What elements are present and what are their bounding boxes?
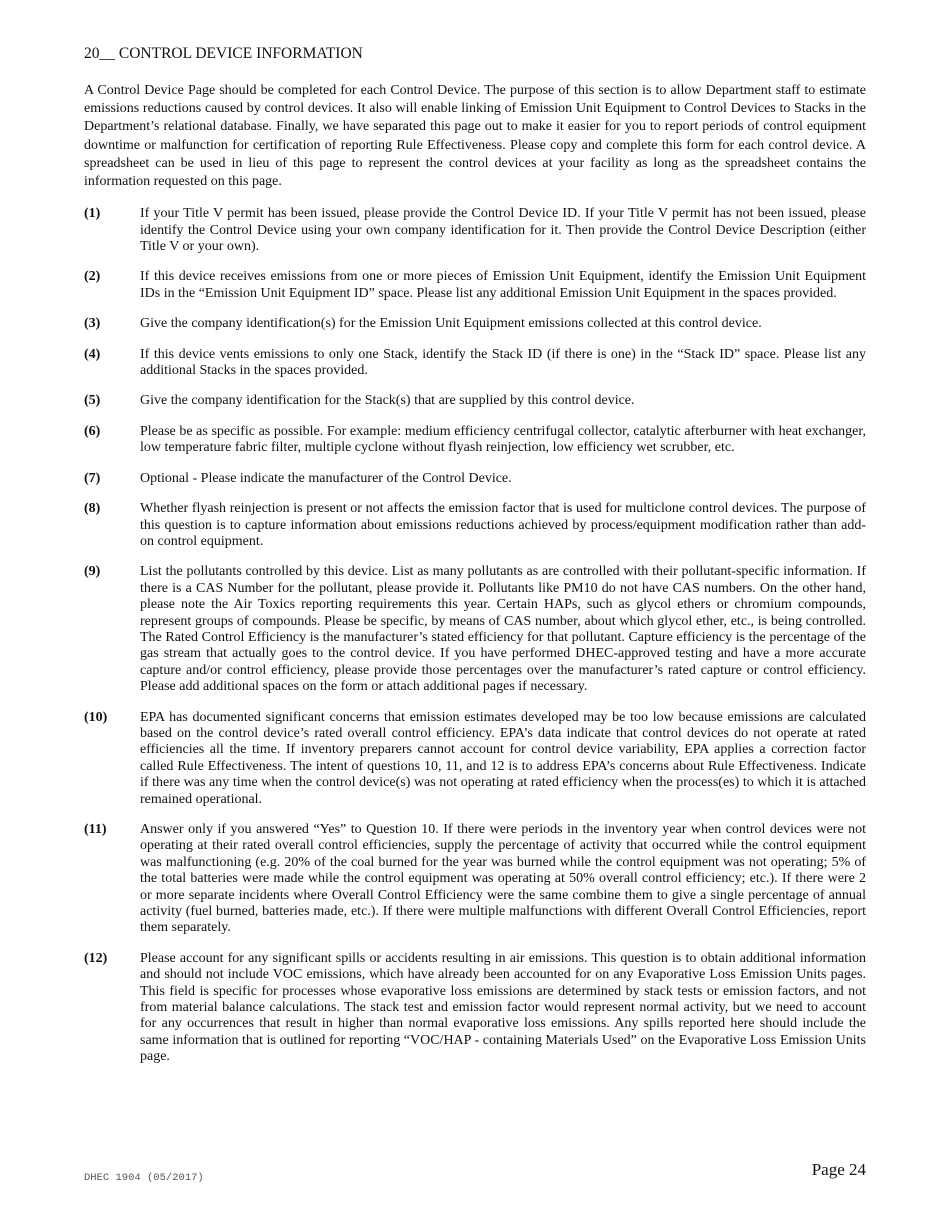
instruction-item-5 [84, 393, 866, 409]
page-number: Page 24 [811, 1160, 866, 1179]
instruction-item-1 [84, 206, 866, 255]
item-text: If this device vents emissions to only one Stack, identify the Stack ID (if there is one) in the “Stack ID” space. Please list any additional Stacks in the spaces provided. [140, 346, 866, 379]
instruction-item-9 [84, 564, 866, 695]
instruction-item-8 [84, 501, 866, 550]
item-text: If this device receives emissions from one or more pieces of Emission Unit Equipment, identify the Emission Unit Equipment IDs in the “Emission Unit Equipment ID” space. Please list any additional Emission Unit Equipment in the spaces provided. [140, 269, 866, 301]
item-text: Give the company identification(s) for the Emission Unit Equipment emissions collected at this control device. [140, 316, 762, 332]
item-number: (12) [84, 950, 108, 966]
instruction-item-4 [84, 347, 866, 380]
instruction-item-3 [84, 316, 866, 332]
item-number: (1) [84, 206, 101, 222]
item-text: If your Title V permit has been issued, please provide the Control Device ID. If your Title V permit has not been issued, please identify the Control Device using your own company identification for it. Then provide the Control Device Description (either Title V or your own). [140, 206, 866, 255]
item-text: EPA has documented significant concerns that emission estimates developed may be too low because emissions are calculated based on the control device’s rated overall control efficiency. EPA’s data indicate that control devices do not operate at rated efficiencies all the time. If inventory preparers cannot account for control device variability, EPA applies a correction factor called Rule Effectiveness. The intent of questions 10, 11, and 12 is to address EPA’s concerns about Rule Effectiveness. Indicate if there was any time when the control device(s) was not operating at rated efficiency when the process(es) to which it is attached remained operational. [140, 709, 866, 807]
instruction-item-7 [84, 471, 866, 487]
item-text: List the pollutants controlled by this device. List as many pollutants as are controlled with their pollutant-specific information. If there is a CAS Number for the pollutant, please provide it. Pollutants like PM10 do not have CAS numbers. On the other hand, please note the Air Toxics reporting requirements this year. Certain HAPs, such as glycol ethers or chromium compounds, represent groups of compounds. Please be specific, by means of CAS number, about which glycol ether, etc., is being controlled. The Rated Control Efficiency is the manufacturer’s stated efficiency for that pollutant. Capture efficiency is the percentage of the gas stream that actually goes to the control device. If you have performed DHEC-approved testing and have a more accurate capture and/or control efficiency, please provide those percentages over the manufacturer’s rated capture or control efficiency. Please add additional spaces on the form or attach additional pages if necessary. [140, 564, 866, 695]
item-text: Optional - Please indicate the manufacturer of the Control Device. [140, 470, 512, 486]
page-title: 20__ CONTROL DEVICE INFORMATION [84, 45, 363, 62]
item-number: (5) [84, 393, 101, 409]
item-text: Please account for any significant spills or accidents resulting in air emissions. This question is to obtain additional information and should not include VOC emissions, which have already been accounted for on any Evaporative Loss Emission Units pages. This field is specific for processes whose evaporative loss emissions are determined by stack tests or emission factors, and not from material balance calculations. The stack test and emission factor would represent normal activity, but we need to account for any occurrences that result in higher than normal evaporative loss emissions. Any spills reported here should include the same information that is outlined for reporting “VOC/HAP - containing Materials Used” on the Evaporative Loss Emission Units page. [140, 950, 866, 1065]
intro-paragraph: A Control Device Page should be completed for each Control Device. The purpose of this section is to allow Department staff to estimate emissions reductions caused by control devices. It also will enable linking of Emission Unit Equipment to Control Devices to Stacks in the Department’s relational database. Finally, we have separated this page out to make it easier for you to report periods of control equipment downtime or malfunction for certification of reporting Rule Effectiveness. Please copy and complete this form for each control device. A spreadsheet can be used in lieu of this page to represent the control devices at your facility as long as the spreadsheet contains the information requested on this page. [84, 83, 866, 190]
item-number: (4) [84, 346, 101, 362]
item-number: (3) [84, 316, 101, 332]
instruction-item-2 [84, 269, 866, 302]
instruction-item-6 [84, 424, 866, 457]
item-text: Please be as specific as possible. For example: medium efficiency centrifugal collector, catalytic afterburner with heat exchanger, low temperature fabric filter, multiple cyclone without flyash reinjection, low efficiency wet scrubber, etc. [140, 423, 866, 456]
item-number: (2) [84, 269, 101, 285]
item-number: (9) [84, 564, 101, 580]
item-number: (11) [84, 822, 107, 837]
item-text: Whether flyash reinjection is present or not affects the emission factor that is used for multiclone control devices. The purpose of this question is to capture information about emissions reductions achieved by process/equipment modification rather than add-on control equipment. [140, 501, 866, 549]
instruction-item-10 [84, 710, 866, 808]
instruction-item-11 [84, 822, 866, 937]
item-number: (6) [84, 423, 101, 439]
item-number: (8) [84, 501, 101, 517]
instruction-item-12 [84, 951, 866, 1066]
item-number: (10) [84, 709, 108, 725]
document-page [84, 44, 866, 1080]
item-number: (7) [84, 470, 101, 486]
form-id-footer: DHEC 1904 (05/2017) [84, 1172, 204, 1184]
item-text: Give the company identification for the Stack(s) that are supplied by this control device. [140, 393, 635, 409]
item-text: Answer only if you answered “Yes” to Question 10. If there were periods in the inventory year when control devices were not operating at their rated overall control efficiencies, supply the percentage of activity that occurred while the control equipment was malfunctioning (e.g. 20% of the coal burned for the year was burned while the control equipment was not operating; 5% of the total batteries were made while the control equipment was operating at 50% overall control efficiency; etc.). If there were 2 or more separate incidents where Overall Control Efficiency were the same combine them to give a single percentage of annual activity (fuel burned, batteries made, etc.). If there were multiple malfunctions with different Overall Control Efficiencies, report them separately. [140, 822, 866, 936]
